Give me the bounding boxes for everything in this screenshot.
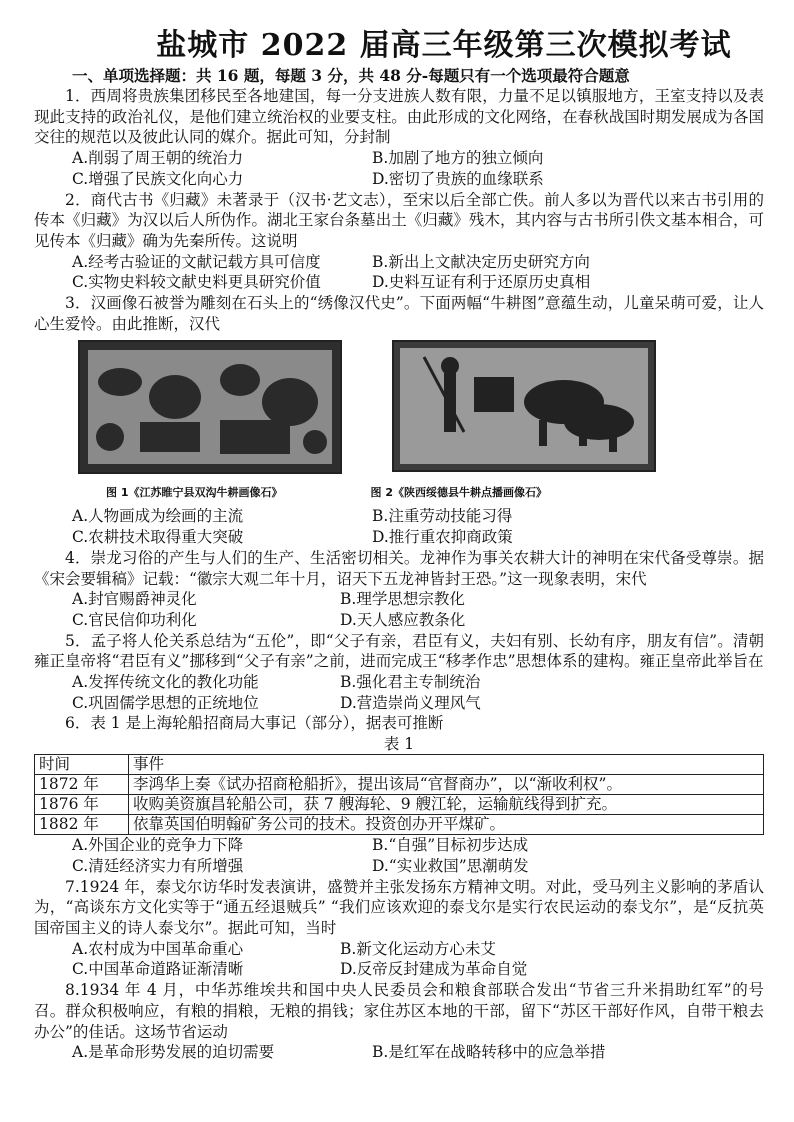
question-8-stem: 8.1934 年 4 月，中华苏维埃共和国中央人民委员会和粮食部联合发出“节省三升米捐助红军”的号召。群众积极响应，有粮的捐粮，无粮的捐钱；家住苏区本地的干部，留下“苏区干部好作风，自带干粮去办公”的佳话。这场节省运动 [34, 981, 764, 1041]
question-1-options [34, 148, 764, 189]
option-b: B.加剧了地方的独立倾向 [372, 149, 544, 168]
exam-page [34, 28, 764, 1063]
question-7-options [34, 939, 764, 980]
table-header: 事件 [129, 755, 764, 775]
table-cell: 收购美资旗昌轮船公司，获 7 艘海轮、9 艘江轮，运输航线得到扩充。 [129, 795, 764, 815]
question-2-stem: 2．商代古书《归藏》未著录于（汉书·艺文志），至宋以后全部亡佚。前人多以为晋代以来古书引用的传本《归藏》为汉以后人所伪作。湖北王家台条墓出土《归藏》残木，其内容与古书所引佚文基本相合，可见传本《归藏》确为先秦所传。这说明 [34, 190, 764, 250]
table-cell: 依靠英国伯明翰矿务公司的技术。投资创办开平煤矿。 [129, 815, 764, 835]
table-header: 时间 [35, 755, 129, 775]
option-b: B.强化君主专制统治 [340, 673, 481, 692]
events-table [34, 754, 764, 835]
option-c: C.官民信仰功利化 [72, 610, 197, 629]
option-a: A.经考古验证的文献记载方具可信度 [72, 252, 321, 271]
option-a: A.农村成为中国革命重心 [72, 939, 244, 958]
option-b: B.是红军在战略转移中的应急举措 [372, 1043, 606, 1062]
question-5-stem: 5．孟子将人伦关系总结为“五伦”，即“父子有亲，君臣有义，夫妇有别、长幼有序，朋友有信”。清朝雍正皇帝将“君臣有义”挪移到“父子有亲”之前，进而完成王“移孝作忠”思想体系的建构。雍正皇帝此举旨在 [34, 631, 764, 671]
option-a: A.是革命形势发展的迫切需要 [72, 1043, 275, 1062]
option-d: D.“实业救国”思潮萌发 [372, 856, 529, 875]
option-a: A.削弱了周王朝的统治力 [72, 149, 244, 168]
option-b: B.新文化运动方心未艾 [340, 939, 496, 958]
question-3-options [34, 506, 764, 547]
table-cell: 1876 年 [35, 795, 129, 815]
question-6-options [34, 835, 764, 876]
table-row [35, 815, 764, 835]
option-d: D.天人感应教条化 [340, 610, 466, 629]
option-d: D.密切了贵族的血缘联系 [372, 169, 544, 188]
option-c: C.农耕技术取得重大突破 [72, 528, 244, 547]
option-a: A.发挥传统文化的教化功能 [72, 673, 259, 692]
figure-2-caption: 图 2《陕西绥德县牛耕点播画像石》 [370, 486, 547, 500]
question-7-stem: 7.1924 年，泰戈尔访华时发表演讲，盛赞并主张发扬东方精神文明。对此，受马列主义影响的茅盾认为，“高谈东方文化实等于“通五经退贼兵” “我们应该欢迎的泰戈尔是实行农民运动的泰戈尔”，是“反抗英国帝国主义的诗人泰戈尔”。据此可知，当时 [34, 877, 764, 937]
figure-captions [106, 484, 764, 500]
option-c: C.增强了民族文化向心力 [72, 169, 244, 188]
option-b: B.注重劳动技能习得 [372, 507, 513, 526]
question-3-stem: 3．汉画像石被誉为雕刻在石头上的“绣像汉代史”。下面两幅“牛耕图”意蕴生动，儿童呆萌可爱，让人心生爱怜。由此推断，汉代 [34, 294, 764, 333]
option-d: D.反帝反封建成为革命自觉 [340, 960, 528, 979]
question-5-options [34, 672, 764, 713]
table-row [35, 795, 764, 815]
option-c: C.中国革命道路证渐清晰 [72, 960, 244, 979]
figure-row [78, 340, 764, 474]
table-cell: 1872 年 [35, 775, 129, 795]
option-b: B.新出上文献决定历史研究方向 [372, 252, 590, 271]
option-a: A.外国企业的竞争力下降 [72, 836, 244, 855]
option-d: D.推行重农抑商政策 [372, 528, 513, 547]
question-1-stem: 1．西周将贵族集团移民至各地建国，每一分支进族人数有限，力量不足以镇服地方，王室支持以及表现此支持的政治礼仪，是他们建立统治权的业要支柱。由此形成的文化网络，在春秋战国时期发展成为各国交往的规范以及彼此认同的媒介。据此可知，分封制 [34, 87, 764, 147]
question-2-options [34, 252, 764, 293]
question-8-options [34, 1042, 764, 1063]
exam-title: 盐城市 2022 届高三年级第三次模拟考试 [156, 28, 732, 63]
option-c: C.巩固儒学思想的正统地位 [72, 693, 259, 712]
table-row [35, 775, 764, 795]
table-caption: 表 1 [383, 735, 415, 754]
option-d: D.史料互证有利于还原历史真相 [372, 273, 591, 292]
question-6-stem: 6．表 1 是上海轮船招商局大事记（部分），据表可推断 [65, 714, 444, 733]
table-header-row [35, 755, 764, 775]
option-d: D.营造崇尚义理风气 [340, 693, 481, 712]
stone-relief-image-1 [78, 340, 342, 474]
figure-1-caption: 图 1《江苏睢宁县双沟牛耕画像石》 [106, 486, 283, 500]
question-4-stem: 4．崇龙习俗的产生与人们的生产、生活密切相关。龙神作为事关农耕大计的神明在宋代备受尊崇。据《宋会要辑稿》记载：“徽宗大观二年十月，诏天下五龙神皆封王恐。”这一现象表明，宋代 [34, 548, 764, 588]
option-b: B.“自强”目标初步达成 [372, 836, 529, 855]
section-header: 一、单项选择题：共 16 题，每题 3 分，共 48 分-每题只有一个选项最符合题意 [72, 66, 630, 85]
table-cell: 1882 年 [35, 815, 129, 835]
option-a: A.封官赐爵神灵化 [72, 590, 197, 609]
option-b: B.理学思想宗教化 [340, 590, 465, 609]
option-a: A.人物画成为绘画的主流 [72, 507, 244, 526]
question-4-options [34, 589, 764, 630]
option-c: C.实物史料较文献史料更具研究价值 [72, 273, 321, 292]
option-c: C.清廷经济实力有所增强 [72, 856, 244, 875]
table-cell: 李鸿华上奏《试办招商枪船折》，提出该局“官督商办”，以“渐收利权”。 [129, 775, 764, 795]
stone-relief-image-2 [392, 340, 656, 472]
